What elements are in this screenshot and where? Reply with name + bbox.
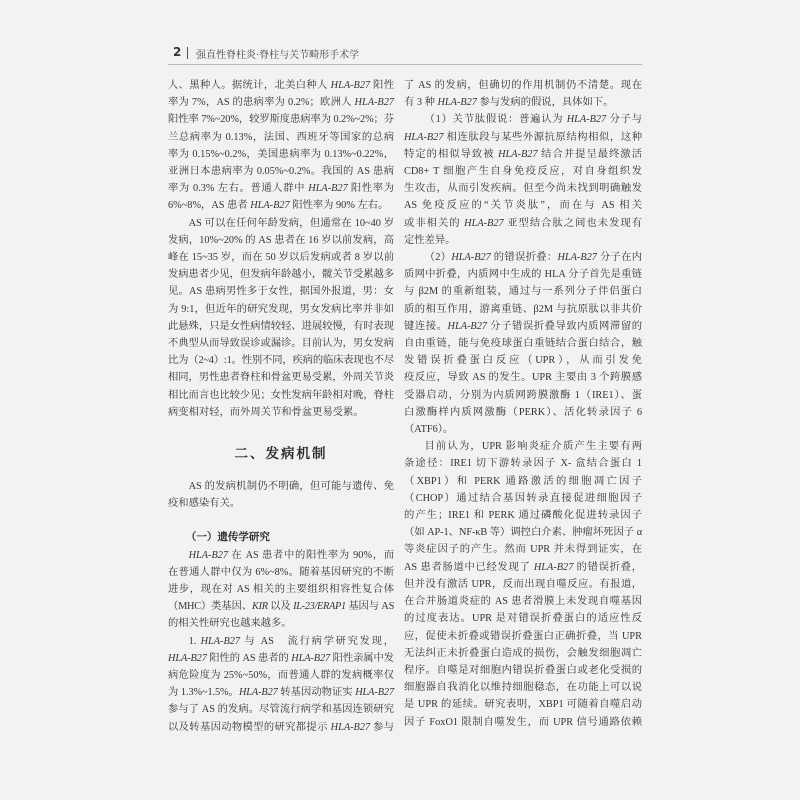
text-line: 此悬殊，只是女性病情较轻、进展较慢，有时表现: [168, 320, 394, 332]
text-line: 兰总病率为 0.13%，法国、西班牙等国家的总病: [168, 131, 394, 143]
text-line: AS 的发病机制仍不明确，但可能与遗传、免: [188, 481, 394, 493]
text-line: 参与了 AS 的发病。尽管流行病学和基因连锁研究: [168, 704, 394, 716]
text-line: 等炎症因子的产生。然而 UPR 并未得到证实，在: [404, 544, 642, 556]
text-line: 质网中折叠，内质网中生成的 HLA 分子首先是重链: [404, 269, 642, 281]
right-column: [404, 77, 642, 731]
text-line: CD8+ T 细胞产生自身免疫反应，对自身组织发: [404, 166, 642, 178]
paragraph: [404, 77, 642, 111]
text-line: HLA-B27 相连肽段与某些外源抗原结构相似，这种: [404, 131, 642, 143]
text-line: 在合并肠道炎症的 AS 患者滑膜上未发现自噬基因: [404, 596, 642, 608]
running-header: [168, 45, 642, 65]
text-line: 以及转基因动物模型的研究都提示 HLA-B27 参与: [168, 721, 394, 733]
text-line: 细胞器自我消化以维持细胞稳态，在功能上可以说: [404, 682, 642, 694]
text-line: 白激酶样内质网激酶（PERK）、活化转录因子 6: [404, 406, 642, 418]
text-line: 率为 0.3% 左右。普通人群中 HLA-B27 阳性率为: [168, 183, 394, 195]
text-line: 键连接。HLA-B27 分子错误折叠导致内质网滞留的: [404, 320, 642, 332]
text-line: 是 UPR 的延续。研究表明，XBP1 可随着自噬启动: [404, 699, 642, 711]
section-heading: 二、发病机制: [234, 446, 328, 463]
text-line: 不典型从而导致误诊或漏诊。目前认为，男女发病: [168, 338, 394, 350]
text-line: （MHC）类基因、KIR 以及 IL-23/ERAP1 基因与 AS: [168, 601, 394, 613]
text-line: AS 免疫反应的“关节炎肽”，而在与 AS 相关: [404, 200, 642, 212]
paragraph: [404, 249, 642, 438]
text-line: （ATF6）。: [404, 424, 454, 436]
text-line: 了 AS 的发病，但确切的作用机制仍不清楚。现在: [404, 80, 642, 91]
paragraph: [168, 215, 394, 421]
text-line: 因子 FoxO1 限制自噬发生，而 UPR 信号通路依赖: [404, 716, 642, 728]
text-line: 病变相对轻，而外周关节和骨盆更易受累。: [168, 406, 364, 418]
running-title: 强直性脊柱炎·脊柱与关节畸形手术学: [196, 50, 360, 61]
text-line: 的过度表达。UPR 是对错误折叠蛋白的适应性反: [404, 613, 642, 625]
text-line: 为 1.3%~1.5%。HLA-B27 转基因动物证实 HLA-B27: [168, 687, 394, 699]
text-line: 亚洲日本患病率为 0.05%~0.2%。我国的 AS 患病: [168, 166, 394, 178]
text-line: 应，促使未折叠或错误折叠蛋白正确折叠，当 UPR: [404, 630, 642, 642]
text-line: （如 AP-1、NF-κB 等）调控白介素、肿瘤坏死因子 α: [404, 527, 642, 539]
text-line: 程序。自噬是对细胞内错误折叠蛋白或老化受损的: [404, 664, 642, 676]
text-line: 特定的相似导致被 HLA-B27 结合并提呈最终激活: [404, 148, 643, 160]
paragraph: [168, 77, 394, 215]
text-line: 无法纠正未折叠蛋白造成的损伤，会触发细胞凋亡: [404, 647, 642, 659]
left-column: [168, 77, 394, 736]
text-line: 相同，男性患者脊柱和骨盆更易受累，外周关节炎: [168, 372, 394, 384]
text-line: （XBP1）和 PERK 通路激活的细胞凋亡因子: [404, 475, 642, 487]
text-line: 为 9:1，但近年的研究发现，男女发病比率并非如: [168, 303, 394, 315]
text-line: AS 患者肠道中已经发现了 HLA-B27 的错误折叠，: [404, 561, 642, 573]
text-line: （CHOP）通过结合基因转录直接促进细胞因子: [404, 492, 642, 504]
text-line: 的相关性研究也越来越多。: [168, 618, 292, 630]
text-line: 或非相关的 HLA-B27 亚型结合肽之间也未发现有: [404, 217, 642, 229]
text-line: 生攻击，从而引发疾病。但至今尚未找到明确触发: [404, 183, 642, 195]
paragraph: [404, 438, 642, 730]
text-line: 1. HLA-B27 与 AS 流行病学研究发现，: [188, 635, 394, 647]
text-line: 相比而言也比较少见；女性发病年龄相对晚，脊柱: [168, 389, 394, 401]
text-line: 6%~8%，AS 患者 HLA-B27 阳性率为 90% 左右。: [168, 200, 389, 212]
text-line: 发病患者少见，但发病年龄越小，髋关节受累越多: [168, 269, 394, 281]
text-line: 有 3 种 HLA-B27 参与发病的假说，具体如下。: [404, 97, 614, 109]
text-line: 比为（2~4）:1。性别不同，疾病的临床表现也不尽: [168, 355, 394, 367]
header-divider: [187, 47, 188, 59]
text-line: HLA-B27 阳性的 AS 患者的 HLA-B27 阳性亲属中发: [168, 652, 394, 664]
text-line: 峰在 15~35 岁，而在 50 岁以后发病或者 8 岁以前: [168, 252, 394, 264]
page-number: 2: [173, 45, 182, 59]
text-line: （1）关节肽假说：普遍认为 HLA-B27 分子与: [424, 114, 642, 126]
text-line: 但并没有激活 UPR，反而出现自噬反应。有报道，: [404, 578, 642, 590]
text-line: 率为 0.15%~0.2%，美国患病率为 0.13%~0.22%，: [168, 148, 394, 160]
subsection-heading: （一）遗传学研究: [185, 531, 270, 544]
text-line: 发病，10%~20% 的 AS 患者在 16 岁以前发病，高: [168, 234, 394, 246]
text-line: HLA-B27 在 AS 患者中的阳性率为 90%，而: [188, 549, 394, 561]
paragraph: [404, 111, 642, 249]
text-line: 病危险度为 25%~50%，而普通人群的发病概率仅: [168, 670, 394, 682]
text-line: 质的相互作用，游离重链、β2M 与抗原肽以非共价: [404, 303, 642, 315]
text-line: 进步，现在对 AS 相关的主要组织相容性复合体: [168, 584, 394, 596]
text-line: 发错误折叠蛋白反应（UPR），从而引发免: [404, 355, 642, 367]
text-line: 条途径：IRE1 切下游转录因子 X- 盒结合蛋白 1: [404, 458, 642, 470]
text-line: 受器启动，分别为内质网跨膜激酶 1（IRE1）、蛋: [404, 389, 642, 401]
paragraph: [168, 633, 394, 736]
paragraph: [168, 547, 394, 633]
text-line: 见。AS 患病男性多于女性，据国外报道，男：女: [168, 286, 394, 298]
paragraph: [168, 478, 394, 512]
text-line: 的产生；IRE1 和 PERK 通过磷酸化促进转录因子: [404, 510, 642, 522]
text-line: 疫和感染有关。: [168, 498, 241, 510]
text-line: 率为 7%，AS 的患病率为 0.2%；欧洲人 HLA-B27: [168, 97, 394, 109]
text-line: 人、黑种人。据统计，北美白种人 HLA-B27 阳性: [168, 80, 394, 91]
text-line: 与 β2M 的重新组装，通过与一系列分子伴侣蛋白: [404, 286, 642, 298]
text-line: 疫反应，导致 AS 的发生。UPR 主要由 3 个跨膜感: [404, 372, 642, 384]
text-line: 自由重链，能与免疫球蛋白重链结合蛋白结合，触: [404, 338, 642, 350]
text-line: 阳性率 7%~20%，较罗斯度患病率为 0.2%~2%；芬: [168, 114, 394, 126]
text-line: 在普通人群中仅为 6%~8%。随着基因研究的不断: [168, 566, 394, 578]
text-line: AS 可以在任何年龄发病，但通常在 10~40 岁: [188, 217, 394, 229]
text-line: 目前认为，UPR 影响炎症介质产生主要有两: [424, 441, 642, 453]
text-line: 定性差异。: [404, 234, 456, 246]
text-line: （2）HLA-B27 的错误折叠：HLA-B27 分子在内: [424, 252, 642, 264]
